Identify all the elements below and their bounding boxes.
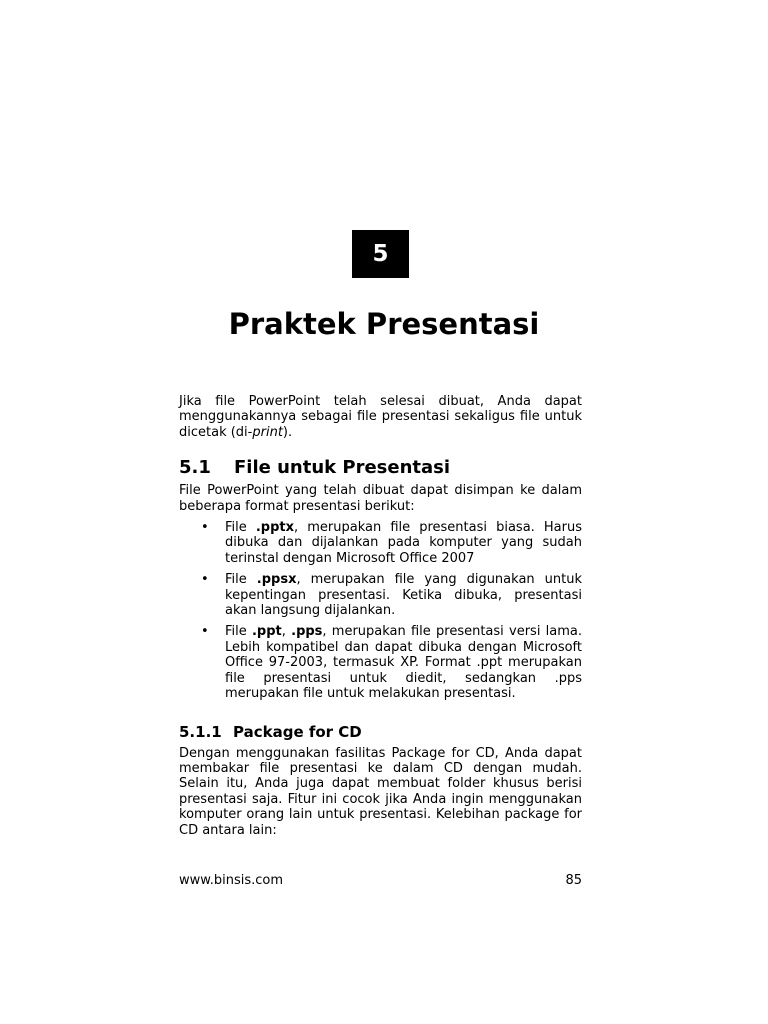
list-item-text: , merupakan file presentasi biasa. Harus dibuka dan dijalankan pada komputer yang sudah terinstal dengan Microsoft Office 2007: [225, 520, 582, 566]
list-item-format: .ppsx: [256, 572, 297, 588]
section-number: 5.1: [179, 457, 211, 479]
bullet-icon: •: [201, 572, 209, 588]
list-item: [201, 624, 583, 702]
list-item-prefix: File: [225, 520, 256, 536]
list-item-prefix: File: [225, 572, 257, 588]
intro-italic-word: print: [252, 424, 283, 440]
subsection-number: 5.1.1: [179, 722, 222, 741]
subsection-paragraph: Dengan menggunakan fasilitas Package for CD, Anda dapat membakar file presentasi ke dalam CD dengan mudah. Selain itu, Anda juga dapat membuat folder khusus berisi presentasi saja. Fitur ini cocok jika Anda ingin menggunakan komputer orang lain untuk presentasi. Kelebihan package for CD antara lain:: [179, 745, 582, 838]
bullet-icon: •: [201, 520, 209, 536]
list-item: [201, 572, 583, 619]
list-item-prefix: File: [225, 624, 252, 640]
page-number: 85: [565, 873, 582, 888]
format-list: [179, 520, 582, 701]
section-title: File untuk Presentasi: [234, 457, 451, 479]
chapter-number: 5: [372, 241, 389, 267]
footer-website: www.binsis.com: [179, 873, 283, 888]
section-heading-5-1: [179, 457, 582, 479]
section-paragraph: File PowerPoint yang telah dibuat dapat disimpan ke dalam beberapa format presentasi berikut:: [179, 483, 582, 514]
page-content: [179, 394, 582, 838]
list-item-format: .ppt: [251, 624, 282, 640]
subsection-title: Package for CD: [233, 722, 362, 741]
intro-text: Jika file PowerPoint telah selesai dibuat, Anda dapat menggunakannya sebagai file presentasi sekaligus file untuk dicetak (di-: [179, 394, 582, 440]
chapter-title: Praktek Presentasi: [228, 307, 540, 341]
page-footer: [179, 873, 582, 889]
list-item-text: , merupakan file yang digunakan untuk kepentingan presentasi. Ketika dibuka, presentasi akan langsung dijalankan.: [225, 572, 583, 619]
intro-paragraph: [179, 394, 582, 440]
bullet-icon: •: [201, 624, 209, 640]
subsection-heading-5-1-1: [179, 723, 582, 742]
list-item-format-2: .pps: [291, 624, 323, 640]
list-item: [201, 520, 582, 566]
list-item-format: .pptx: [255, 520, 295, 536]
list-item-separator: ,: [281, 624, 292, 640]
list-item-text: , merupakan file presentasi versi lama. Lebih kompatibel dan dapat dibuka dengan Microsoft Office 97-2003, termasuk XP. Format .ppt merupakan file presentasi untuk diedit, sedangkan .pps merupakan file untuk melakukan presentasi.: [225, 624, 583, 702]
intro-text-end: ).: [282, 424, 293, 440]
chapter-number-box: [352, 230, 409, 278]
